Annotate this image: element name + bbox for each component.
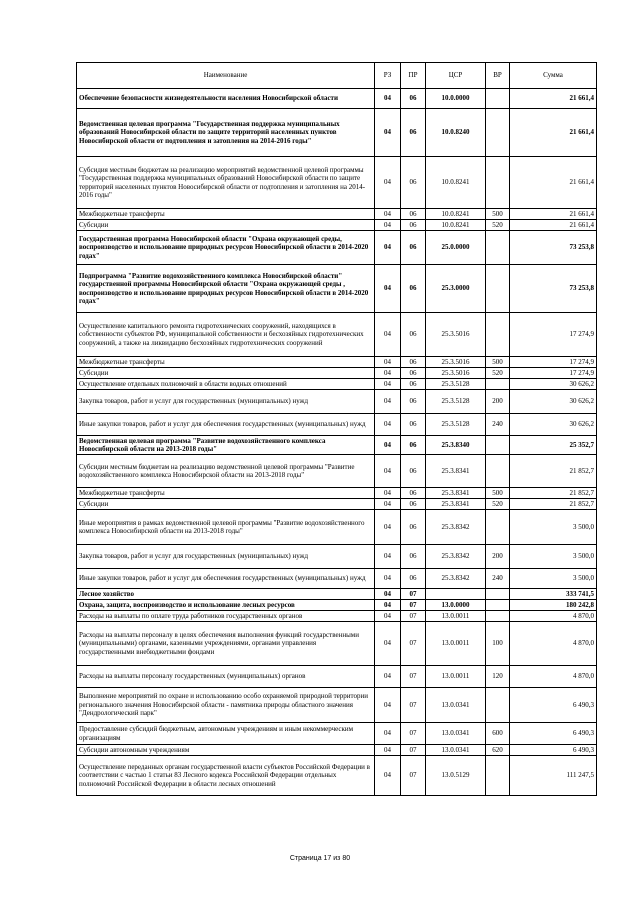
row-vr-cell: 500 [486,357,510,368]
header-name: Наименование [77,63,375,89]
row-name-cell: Лесное хозяйство [77,589,375,600]
row-vr-cell [486,455,510,488]
row-pr-cell: 06 [401,414,426,436]
row-csr-cell: 10.0.0000 [426,89,486,109]
row-csr-cell: 25.0.0000 [426,231,486,265]
row-sum-cell: 3 500,0 [510,545,597,569]
row-csr-cell: 25.3.8342 [426,510,486,545]
row-vr-cell [486,600,510,611]
row-csr-cell: 13.0.0011 [426,611,486,622]
row-sum-cell: 21 661,4 [510,157,597,209]
row-vr-cell: 120 [486,666,510,688]
row-pr-cell: 07 [401,611,426,622]
header-csr: ЦСР [426,63,486,89]
row-name-cell: Расходы на выплаты по оплате труда работников государственных органов [77,611,375,622]
row-sum-cell: 73 253,8 [510,231,597,265]
row-csr-cell: 25.3.8342 [426,545,486,569]
row-vr-cell: 100 [486,622,510,666]
table-row [77,569,597,589]
row-rz-cell: 04 [375,313,401,357]
row-vr-cell [486,109,510,157]
row-vr-cell [486,756,510,796]
row-name-cell: Субсидии автономным учреждениям [77,745,375,756]
row-vr-cell [486,611,510,622]
table-row [77,414,597,436]
row-csr-cell: 25.3.8341 [426,499,486,510]
row-sum-cell: 333 741,5 [510,589,597,600]
table-row [77,231,597,265]
row-name-cell: Расходы на выплаты персоналу в целях обеспечения выполнения функций государственными (муниципальными) органами, казенными учреждениями, органами управления государственными внебюджетными фондами [77,622,375,666]
row-pr-cell: 06 [401,89,426,109]
row-sum-cell: 6 490,3 [510,745,597,756]
row-vr-cell: 520 [486,368,510,379]
row-name-cell: Государственная программа Новосибирской области "Охрана окружающей среды, воспроизводство и использование природных ресурсов Новосибирской области в 2014-2020 годах" [77,231,375,265]
row-csr-cell: 10.0.8241 [426,209,486,220]
table-row [77,368,597,379]
row-pr-cell: 06 [401,368,426,379]
row-name-cell: Ведомственная целевая программа "Развитие водохозяйственного комплекса Новосибирской области на 2013-2018 годы" [77,436,375,455]
row-vr-cell: 240 [486,414,510,436]
row-rz-cell: 04 [375,622,401,666]
row-rz-cell: 04 [375,589,401,600]
row-sum-cell: 4 870,0 [510,622,597,666]
row-sum-cell: 21 661,4 [510,89,597,109]
row-csr-cell: 25.3.5016 [426,368,486,379]
table-row [77,357,597,368]
row-name-cell: Субсидия местным бюджетам на реализацию мероприятий ведомственной целевой программы "Государственная поддержка муниципальных образований Новосибирской области по защите территорий населенных пунктов Новосибирской области от подтопления и затопления на 2014-2016 годы" [77,157,375,209]
row-vr-cell: 520 [486,220,510,231]
table-row [77,157,597,209]
row-vr-cell: 200 [486,545,510,569]
row-name-cell: Охрана, защита, воспроизводство и использование лесных ресурсов [77,600,375,611]
table-row [77,220,597,231]
row-rz-cell: 04 [375,414,401,436]
row-sum-cell: 21 852,7 [510,455,597,488]
row-csr-cell: 25.3.8342 [426,569,486,589]
table-row [77,455,597,488]
header-vr: ВР [486,63,510,89]
row-pr-cell: 06 [401,545,426,569]
row-vr-cell [486,89,510,109]
table-row [77,745,597,756]
row-pr-cell: 06 [401,499,426,510]
row-csr-cell: 13.0.5129 [426,756,486,796]
budget-table [76,62,597,796]
table-header-row [77,63,597,89]
row-name-cell: Осуществление капитального ремонта гидротехнических сооружений, находящихся в собственности субъектов РФ, муниципальной собственности и бесхозяйных гидротехнических сооружений, а также на ликвидацию бесхозяйных гидротехнических сооружений [77,313,375,357]
row-csr-cell: 25.3.5016 [426,313,486,357]
row-rz-cell: 04 [375,109,401,157]
row-pr-cell: 06 [401,390,426,414]
row-name-cell: Осуществление отдельных полномочий в области водных отношений [77,379,375,390]
row-sum-cell: 17 274,9 [510,357,597,368]
row-pr-cell: 07 [401,666,426,688]
row-rz-cell: 04 [375,390,401,414]
row-vr-cell [486,589,510,600]
row-pr-cell: 07 [401,600,426,611]
row-pr-cell: 06 [401,569,426,589]
table-row [77,600,597,611]
row-sum-cell: 25 352,7 [510,436,597,455]
row-pr-cell: 06 [401,436,426,455]
row-pr-cell: 06 [401,357,426,368]
table-row [77,436,597,455]
row-rz-cell: 04 [375,209,401,220]
row-pr-cell: 07 [401,745,426,756]
row-name-cell: Субсидии местным бюджетам на реализацию ведомственной целевой программы "Развитие водохозяйственного комплекса Новосибирской области на 2013-2018 годы" [77,455,375,488]
row-name-cell: Межбюджетные трансферты [77,357,375,368]
page-number: Страница 17 из 80 [289,855,351,862]
row-csr-cell: 10.0.8241 [426,220,486,231]
row-pr-cell: 06 [401,157,426,209]
row-rz-cell: 04 [375,611,401,622]
row-sum-cell: 111 247,5 [510,756,597,796]
row-rz-cell: 04 [375,723,401,745]
table-row [77,545,597,569]
row-sum-cell: 30 626,2 [510,414,597,436]
row-pr-cell: 06 [401,231,426,265]
row-rz-cell: 04 [375,756,401,796]
row-pr-cell: 07 [401,622,426,666]
row-rz-cell: 04 [375,436,401,455]
table-row [77,499,597,510]
row-sum-cell: 6 490,3 [510,723,597,745]
table-row [77,510,597,545]
table-row [77,89,597,109]
row-pr-cell: 06 [401,510,426,545]
row-sum-cell: 180 242,8 [510,600,597,611]
row-name-cell: Расходы на выплаты персоналу государственных (муниципальных) органов [77,666,375,688]
table-row [77,209,597,220]
row-rz-cell: 04 [375,368,401,379]
row-rz-cell: 04 [375,569,401,589]
row-sum-cell: 30 626,2 [510,379,597,390]
row-csr-cell: 25.3.8341 [426,488,486,499]
row-vr-cell: 240 [486,569,510,589]
row-csr-cell: 25.3.5016 [426,357,486,368]
table-row [77,723,597,745]
table-row [77,313,597,357]
table-row [77,109,597,157]
row-name-cell: Субсидии [77,220,375,231]
row-rz-cell: 04 [375,231,401,265]
row-rz-cell: 04 [375,499,401,510]
table-row [77,688,597,723]
row-rz-cell: 04 [375,357,401,368]
table-row [77,390,597,414]
row-csr-cell: 13.0.0011 [426,666,486,688]
row-pr-cell: 06 [401,209,426,220]
table-row [77,265,597,313]
row-sum-cell: 6 490,3 [510,688,597,723]
row-pr-cell: 06 [401,455,426,488]
row-vr-cell: 500 [486,209,510,220]
header-rz: РЗ [375,63,401,89]
row-name-cell: Подпрограмма "Развитие водохозяйственного комплекса Новосибирской области" государственной программы Новосибирской области "Охрана окружающей среды , воспроизводство и использование природных ресурсов Новосибирской области в 2014-2020 годах" [77,265,375,313]
row-csr-cell: 25.3.8340 [426,436,486,455]
row-rz-cell: 04 [375,745,401,756]
row-name-cell: Межбюджетные трансферты [77,488,375,499]
row-vr-cell: 620 [486,745,510,756]
row-csr-cell: 25.3.8341 [426,455,486,488]
row-csr-cell: 13.0.0341 [426,723,486,745]
row-csr-cell [426,589,486,600]
row-name-cell: Межбюджетные трансферты [77,209,375,220]
row-vr-cell [486,265,510,313]
row-name-cell: Субсидии [77,499,375,510]
row-pr-cell: 07 [401,688,426,723]
row-name-cell: Обеспечение безопасности жизнедеятельности населения Новосибирской области [77,89,375,109]
row-name-cell: Иные закупки товаров, работ и услуг для обеспечения государственных (муниципальных) нужд [77,414,375,436]
row-vr-cell [486,231,510,265]
table-row [77,379,597,390]
row-name-cell: Закупка товаров, работ и услуг для государственных (муниципальных) нужд [77,545,375,569]
row-csr-cell: 25.3.5128 [426,390,486,414]
row-pr-cell: 06 [401,220,426,231]
row-name-cell: Осуществление переданных органам государственной власти субъектов Российской Федерации в соответствии с частью 1 статьи 83 Лесного кодекса Российской Федерации отдельных полномочий Российской Федерации в области лесных отношений [77,756,375,796]
row-sum-cell: 17 274,9 [510,368,597,379]
row-pr-cell: 06 [401,488,426,499]
row-csr-cell: 13.0.0341 [426,745,486,756]
row-rz-cell: 04 [375,545,401,569]
row-csr-cell: 25.3.5128 [426,379,486,390]
row-csr-cell: 13.0.0011 [426,622,486,666]
row-pr-cell: 06 [401,109,426,157]
row-name-cell: Предоставление субсидий бюджетным, автономным учреждениям и иным некоммерческим организациям [77,723,375,745]
row-rz-cell: 04 [375,220,401,231]
row-sum-cell: 4 870,0 [510,611,597,622]
row-vr-cell: 500 [486,488,510,499]
row-pr-cell: 07 [401,756,426,796]
row-rz-cell: 04 [375,157,401,209]
row-vr-cell [486,379,510,390]
row-rz-cell: 04 [375,265,401,313]
row-csr-cell: 10.0.8241 [426,157,486,209]
row-name-cell: Выполнение мероприятий по охране и использованию особо охраняемой природной территории регионального значения Новосибирской области - памятника природы областного значения "Дендрологический парк" [77,688,375,723]
row-name-cell: Субсидии [77,368,375,379]
row-vr-cell: 200 [486,390,510,414]
row-sum-cell: 21 661,4 [510,109,597,157]
row-pr-cell: 06 [401,313,426,357]
row-name-cell: Ведомственная целевая программа "Государственная поддержка муниципальных образований Новосибирской области по защите территорий населенных пунктов Новосибирской области от подтопления и затопления на 2014-2016 годы" [77,109,375,157]
row-csr-cell: 13.0.0341 [426,688,486,723]
row-rz-cell: 04 [375,455,401,488]
row-name-cell: Иные мероприятия в рамках ведомственной целевой программы "Развитие водохозяйственного комплекса Новосибирской области на 2013-2018 годы" [77,510,375,545]
row-pr-cell: 07 [401,589,426,600]
row-rz-cell: 04 [375,688,401,723]
row-pr-cell: 07 [401,723,426,745]
row-sum-cell: 3 500,0 [510,510,597,545]
row-pr-cell: 06 [401,265,426,313]
table-row [77,666,597,688]
row-vr-cell [486,313,510,357]
row-name-cell: Иные закупки товаров, работ и услуг для обеспечения государственных (муниципальных) нужд [77,569,375,589]
row-csr-cell: 25.3.0000 [426,265,486,313]
row-vr-cell [486,688,510,723]
row-vr-cell [486,157,510,209]
row-vr-cell: 600 [486,723,510,745]
row-sum-cell: 21 661,4 [510,220,597,231]
row-vr-cell: 520 [486,499,510,510]
row-sum-cell: 17 274,9 [510,313,597,357]
row-rz-cell: 04 [375,510,401,545]
row-sum-cell: 73 253,8 [510,265,597,313]
row-sum-cell: 21 852,7 [510,488,597,499]
row-rz-cell: 04 [375,666,401,688]
table-row [77,488,597,499]
row-sum-cell: 4 870,0 [510,666,597,688]
row-rz-cell: 04 [375,488,401,499]
header-sum: Сумма [510,63,597,89]
row-vr-cell [486,510,510,545]
row-sum-cell: 21 852,7 [510,499,597,510]
table-row [77,589,597,600]
row-name-cell: Закупка товаров, работ и услуг для государственных (муниципальных) нужд [77,390,375,414]
row-rz-cell: 04 [375,379,401,390]
row-csr-cell: 25.3.5128 [426,414,486,436]
table-row [77,756,597,796]
row-sum-cell: 3 500,0 [510,569,597,589]
header-pr: ПР [401,63,426,89]
table-row [77,611,597,622]
row-rz-cell: 04 [375,600,401,611]
row-pr-cell: 06 [401,379,426,390]
row-sum-cell: 21 661,4 [510,209,597,220]
row-csr-cell: 13.0.0000 [426,600,486,611]
row-csr-cell: 10.0.8240 [426,109,486,157]
row-sum-cell: 30 626,2 [510,390,597,414]
row-vr-cell [486,436,510,455]
table-row [77,622,597,666]
row-rz-cell: 04 [375,89,401,109]
